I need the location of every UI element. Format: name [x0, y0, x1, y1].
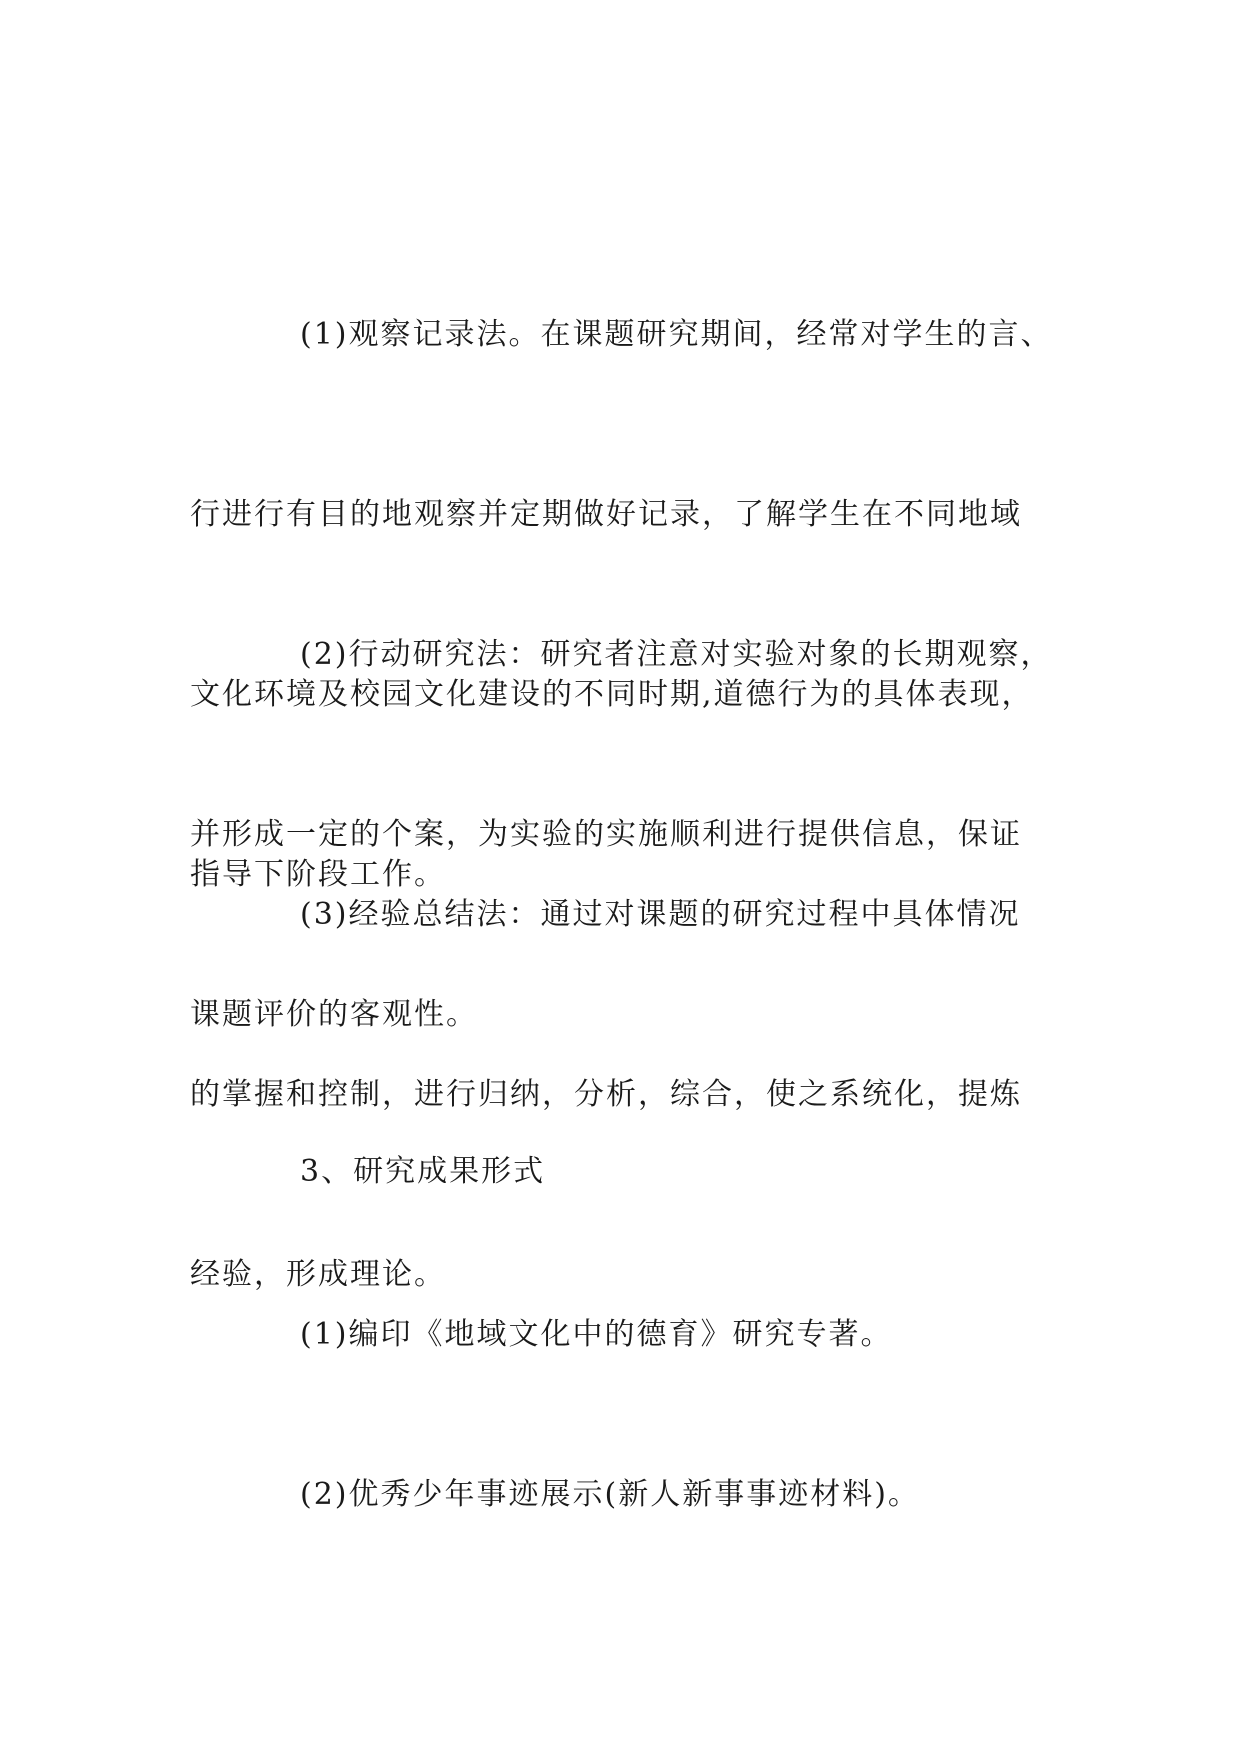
paragraph-line: 课题评价的客观性。: [190, 997, 478, 1032]
paragraph-line: 文化环境及校园文化建设的不同时期,道德行为的具体表现，: [190, 677, 1034, 712]
paragraph-line: 行进行有目的地观察并定期做好记录，了解学生在不同地域: [190, 497, 1022, 532]
outcome-item-exemplary-youth: [190, 1345, 1070, 1645]
paragraph-line: 并形成一定的个案，为实验的实施顺利进行提供信息，保证: [190, 817, 1022, 852]
outcome-item-text: (1)编印《地域文化中的德育》研究专著。: [300, 1317, 893, 1352]
paragraph-line: (2)行动研究法：研究者注意对实验对象的长期观察，: [300, 637, 1053, 672]
paragraph-line: 的掌握和控制，进行归纳，分析，综合，使之系统化，提炼: [190, 1077, 1022, 1112]
paragraph-line: (1)观察记录法。在课题研究期间，经常对学生的言、: [300, 317, 1053, 352]
paragraph-line: (3)经验总结法：通过对课题的研究过程中具体情况: [300, 897, 1021, 932]
outcome-item-text: (2)优秀少年事迹展示(新人新事事迹材料)。: [300, 1477, 920, 1512]
paragraph-line: 指导下阶段工作。: [190, 857, 446, 892]
paragraph-line: 经验，形成理论。: [190, 1257, 446, 1292]
section-heading-text: 3、研究成果形式: [300, 1154, 546, 1189]
